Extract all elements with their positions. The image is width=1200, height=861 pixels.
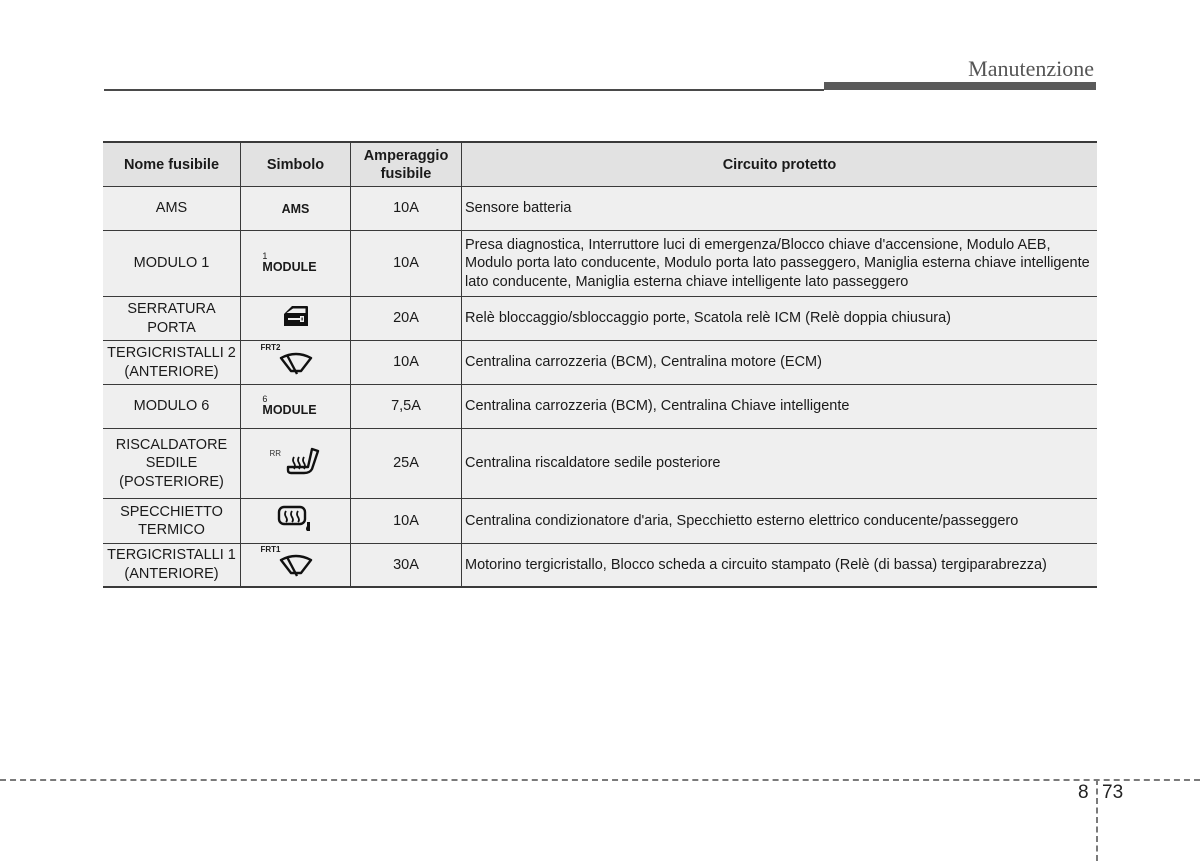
front-wiper-symbol [261, 343, 331, 377]
fuse-symbol [241, 385, 351, 429]
fuse-symbol [241, 297, 351, 341]
heated-mirror-icon [277, 504, 315, 532]
fuse-name [103, 231, 241, 297]
fuse-name [103, 297, 241, 341]
front-wiper-icon [279, 553, 313, 577]
fuse-name [103, 429, 241, 499]
fuse-symbol [241, 499, 351, 544]
fuse-name-line: (ANTERIORE) [124, 363, 219, 380]
table-row [103, 187, 1097, 231]
fuse-circuit: Relè bloccaggio/sbloccaggio porte, Scatola relè ICM (Relè doppia chiusura) [462, 297, 1098, 341]
table-row [103, 429, 1097, 499]
table-row [103, 544, 1097, 587]
fuse-amperage: 30A [351, 544, 462, 587]
col-header-amperage-line2: fusibile [380, 165, 432, 182]
table-row [103, 341, 1097, 385]
fuse-name-line: MODULO 1 [133, 255, 210, 272]
fuse-amperage: 10A [351, 231, 462, 297]
header-rule [104, 89, 824, 91]
fuse-circuit: Centralina carrozzeria (BCM), Centralina motore (ECM) [462, 341, 1098, 385]
col-header-symbol: Simbolo [241, 142, 351, 187]
wiper-tag: FRT1 [260, 545, 281, 554]
fuse-amperage: 10A [351, 499, 462, 544]
fuse-amperage: 10A [351, 187, 462, 231]
fuse-amperage: 25A [351, 429, 462, 499]
ams-symbol-text: AMS [281, 201, 310, 216]
fuse-amperage: 10A [351, 341, 462, 385]
fuse-symbol [241, 429, 351, 499]
page-number: 73 [1102, 782, 1124, 803]
fuse-circuit: Centralina riscaldatore sedile posteriore [462, 429, 1098, 499]
footer-dashed-divider [1096, 779, 1098, 861]
module-symbol [262, 251, 316, 274]
fuse-name [103, 544, 241, 587]
fuse-name [103, 187, 241, 231]
section-title: Manutenzione [968, 56, 1094, 81]
front-wiper-icon [279, 351, 313, 375]
col-header-circuit: Circuito protetto [462, 142, 1098, 187]
fuse-name-line: TERGICRISTALLI 2 [107, 345, 236, 361]
fuse-name [103, 385, 241, 429]
front-wiper-symbol [261, 545, 331, 579]
fuse-symbol [241, 544, 351, 587]
fuse-name-line: AMS [155, 200, 188, 217]
fuse-symbol [241, 341, 351, 385]
module-symbol [262, 394, 316, 417]
fuse-amperage: 20A [351, 297, 462, 341]
rear-seat-heater-symbol [266, 441, 326, 481]
header-rule-accent [824, 82, 1096, 90]
fuse-symbol [241, 187, 351, 231]
col-header-amperage-line1: Amperaggio [363, 147, 449, 164]
col-header-fuse-name: Nome fusibile [103, 142, 241, 187]
chapter-number: 8 [1078, 782, 1089, 803]
fuse-name [103, 499, 241, 544]
fuse-name-line: (POSTERIORE) [119, 473, 224, 490]
fuse-name-line: SERRATURA [127, 301, 216, 317]
table-row [103, 231, 1097, 297]
fuse-circuit: Sensore batteria [462, 187, 1098, 231]
fuse-table [103, 141, 1097, 588]
fuse-symbol [241, 231, 351, 297]
module-symbol-text: MODULE [262, 402, 317, 417]
table-row [103, 297, 1097, 341]
fuse-circuit: Motorino tergicristallo, Blocco scheda a circuito stampato (Relè (di bassa) tergiparabrezza) [462, 544, 1098, 587]
fuse-name-line: (ANTERIORE) [124, 565, 219, 582]
table-header-row [103, 142, 1097, 187]
rear-seat-heater-icon [286, 447, 320, 479]
fuse-circuit: Centralina carrozzeria (BCM), Centralina Chiave intelligente [462, 385, 1098, 429]
seat-heater-tag: RR [269, 448, 282, 458]
fuse-name-line: SPECCHIETTO [120, 503, 223, 520]
table-row [103, 499, 1097, 544]
fuse-name-line: MODULO 6 [133, 398, 210, 415]
fuse-name-line: TERGICRISTALLI 1 [107, 547, 236, 564]
col-header-amperage [351, 142, 462, 187]
fuse-circuit: Presa diagnostica, Interruttore luci di emergenza/Blocco chiave d'accensione, Modulo AEB, Modulo porta lato conducente, Modulo porta lato passeggero, Maniglia esterna chiave intelligente lato conducente, Maniglia esterna chiave intelligente lato passeggero [462, 231, 1098, 297]
fuse-name-line: RISCALDATORE [115, 436, 228, 453]
fuse-name [103, 341, 241, 385]
fuse-amperage: 7,5A [351, 385, 462, 429]
module-symbol-number: 6 [262, 393, 268, 404]
fuse-name-line: PORTA [147, 319, 196, 336]
module-symbol-text: MODULE [262, 259, 317, 274]
table-row [103, 385, 1097, 429]
footer-dashed-rule [0, 779, 1200, 781]
fuse-name-line: SEDILE [145, 455, 198, 472]
module-symbol-number: 1 [262, 250, 268, 261]
wiper-tag: FRT2 [260, 342, 281, 352]
fuse-circuit: Centralina condizionatore d'aria, Specchietto esterno elettrico conducente/passeggero [462, 499, 1098, 544]
door-lock-icon [282, 304, 310, 328]
fuse-name-line: TERMICO [138, 522, 205, 538]
